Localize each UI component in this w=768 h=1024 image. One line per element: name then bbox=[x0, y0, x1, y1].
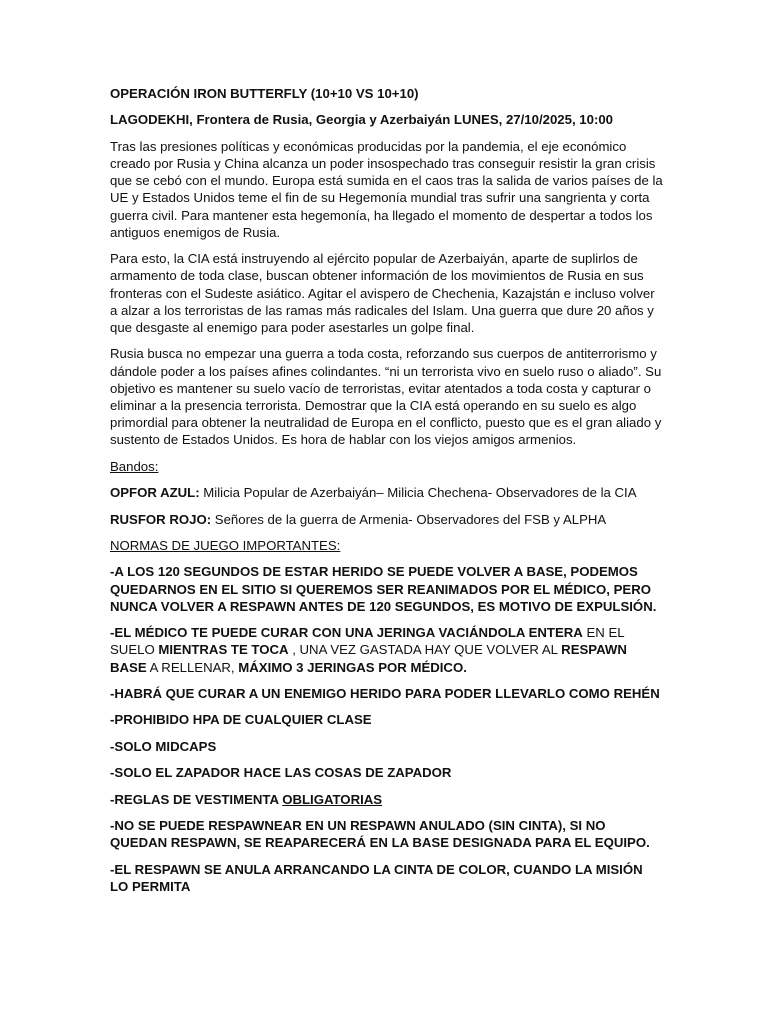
rule-medic-part: MIENTRAS TE TOCA bbox=[158, 642, 289, 658]
intro-paragraph-3: Rusia busca no empezar una guerra a toda costa, reforzando sus cuerpos de antiterrorismo y dándole poder a los países afines colindantes. “ni un terrorista vivo en suelo ruso o aliado”. Su objetivo es mantener su suelo vacío de terroristas, evitar atentados a toda costa y capturar o eliminar a la presencia terrorista. Demostrar que la CIA está operando en su suelo es algo primordial para obtener la neutralidad de Europa en el conflicto, puesto que es el gran aliado y sustento de Estados Unidos. Es hora de hablar con los viejos amigos armenios. bbox=[110, 346, 662, 448]
rule-medic-part: A RELLENAR, bbox=[146, 659, 239, 675]
rule-dress-code bbox=[110, 791, 663, 808]
rule-annulled-respawn: -NO SE PUEDE RESPAWNEAR EN UN RESPAWN ANULADO (SIN CINTA), SI NO QUEDAN RESPAWN, SE REAPARECERÁ EN LA BASE DESIGNADA PARA EL EQUIPO. bbox=[110, 817, 650, 851]
rusfor-line bbox=[110, 511, 663, 528]
rule-sapper: -SOLO EL ZAPADOR HACE LAS COSAS DE ZAPADOR bbox=[110, 765, 452, 781]
opfor-text: Milicia Popular de Azerbaiyán– Milicia Chechena- Observadores de la CIA bbox=[199, 485, 637, 501]
intro-paragraph-2: Para esto, la CIA está instruyendo al ejército popular de Azerbaiyán, aparte de suplirlos de armamento de toda clase, buscan obtener información de los movimientos de Rusia en sus fronteras con el Sudeste asiático. Agitar el avispero de Chechenia, Kazajstán e incluso volver a alzar a los terroristas de las ramas más radicales del Islam. Una guerra que dure 20 años y que desgaste al enemigo para poder asestarles un golpe final. bbox=[110, 251, 655, 335]
rule-hostage: -HABRÁ QUE CURAR A UN ENEMIGO HERIDO PARA PODER LLEVARLO COMO REHÉN bbox=[110, 685, 660, 701]
rule-no-hpa: -PROHIBIDO HPA DE CUALQUIER CLASE bbox=[110, 712, 372, 728]
location-date-line: LAGODEKHI, Frontera de Rusia, Georgia y Azerbaiyán LUNES, 27/10/2025, 10:00 bbox=[110, 112, 614, 128]
document-title: OPERACIÓN IRON BUTTERFLY (10+10 VS 10+10) bbox=[110, 86, 419, 101]
rule-medic bbox=[110, 624, 663, 676]
rule-medic-part: RESPAWN BASE bbox=[110, 642, 627, 675]
opfor-label: OPFOR AZUL: bbox=[110, 485, 200, 501]
rule-respawn-time: -A LOS 120 SEGUNDOS DE ESTAR HERIDO SE PUEDE VOLVER A BASE, PODEMOS QUEDARNOS EN EL SITIO SI QUEREMOS SER REANIMADOS POR EL MÉDICO, PERO NUNCA VOLVER A RESPAWN ANTES DE 120 SEGUNDOS, ES MOTIVO DE EXPULSIÓN. bbox=[110, 564, 657, 614]
rule-medic-part: -EL MÉDICO TE PUEDE CURAR CON UNA JERINGA VACIÁNDOLA bbox=[110, 625, 529, 641]
bandos-heading: Bandos: bbox=[110, 458, 159, 474]
intro-paragraph-1: Tras las presiones políticas y económicas producidas por la pandemia, el eje económico creado por Rusia y China alcanza un poder insospechado tras conseguir resistir la gran crisis que se cebó con el mundo. Europa está sumida en el caos tras la salida de varios países de la UE y Estados Unidos teme el fin de su Hegemonía mundial tras sufrir una sangrienta y corta guerra civil. Para mantener esta hegemonía, ha llegado el momento de despertar a todos los antiguos enemigos de Rusia. bbox=[110, 138, 663, 240]
rule-respawn-tape: -EL RESPAWN SE ANULA ARRANCANDO LA CINTA DE COLOR, CUANDO LA MISIÓN LO PERMITA bbox=[110, 861, 643, 894]
rusfor-text: Señores de la guerra de Armenia- Observadores del FSB y ALPHA bbox=[211, 511, 607, 527]
rule-medic-part: EN EL SUELO bbox=[110, 625, 625, 658]
rule-dress-code-prefix: -REGLAS DE VESTIMENTA bbox=[110, 791, 283, 807]
opfor-line bbox=[110, 484, 663, 501]
rule-dress-code-emphasis: OBLIGATORIAS bbox=[282, 791, 383, 807]
rule-medic-part: , UNA VEZ GASTADA HAY QUE VOLVER AL bbox=[288, 642, 562, 658]
rule-medic-part: ENTERA bbox=[528, 625, 583, 641]
rule-midcaps: -SOLO MIDCAPS bbox=[110, 738, 217, 754]
rules-heading: NORMAS DE JUEGO IMPORTANTES: bbox=[110, 537, 341, 553]
rule-medic-part: MÁXIMO 3 JERINGAS POR MÉDICO. bbox=[238, 659, 467, 675]
rusfor-label: RUSFOR ROJO: bbox=[110, 511, 212, 527]
